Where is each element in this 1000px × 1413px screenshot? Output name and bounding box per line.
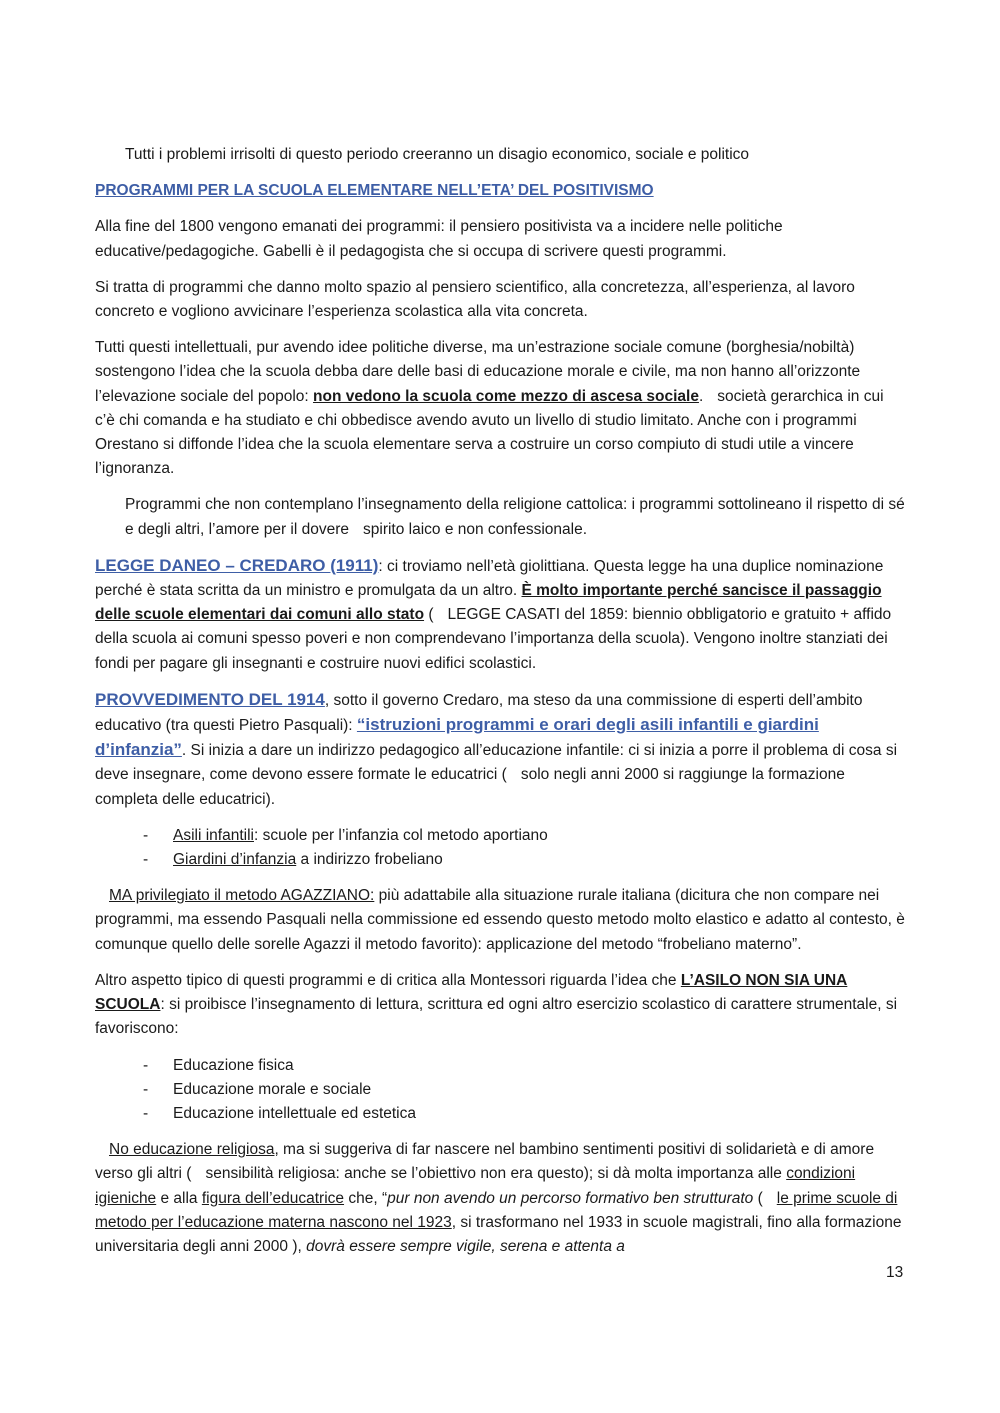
paragraph-no-religiosa [95,1138,907,1259]
emphasis-asilo-non-scuola: L’ASILO NON SIA UNA SCUOLA [95,971,848,1014]
text: e alla [156,1189,202,1207]
text: , sotto il governo Credaro, ma steso da una commissione di esperti dell’ambito educativo (tra questi Pietro Pasquali): [95,691,863,735]
emphasis-agazziano: MA privilegiato il metodo AGAZZIANO: [109,887,375,905]
emphasis-no-religiosa: No educazione religiosa [109,1141,275,1159]
paragraph-provvedimento [95,688,907,812]
paragraph-religione [95,493,907,541]
text: più adattabile alla situazione rurale italiana (dicitura che non compare nei programmi, ma essendo Pasquali nella commissione ed essendo questo metodo molto elastico e adatto al contesto, è comunque quello delle sorelle Agazzi il metodo favorito): applicazione del metodo “frobeliano materno”. [95,887,905,953]
text: . [698,387,704,405]
list-item [143,848,907,872]
page-number: 13 [886,1264,904,1281]
text: Altro aspetto tipico di questi programmi e di critica alla Montessori riguarda l’idea che [95,971,681,989]
list-item-term: Giardini d’infanzia [173,851,297,869]
paragraph-intellettuali [95,336,907,481]
list-dash: - [143,1080,149,1098]
list-dash: - [143,1056,149,1074]
quote-italic: dovrà essere sempre vigile, serena e attenta a [306,1237,625,1255]
emphasis-condizioni-igieniche: condizioni igieniche [95,1165,856,1207]
quote-italic: pur non avendo un percorso formativo ben strutturato [387,1189,754,1207]
emphasis-scuole-metodo: le prime scuole di metodo per l’educazione materna nascono nel 1923 [95,1189,898,1231]
text: solo negli anni 2000 si raggiunge la formazione completa delle educatrici). [95,766,845,808]
list-item-text: : scuole per l’infanzia col metodo aportiano [253,826,548,844]
list-item-text: Educazione intellettuale ed estetica [173,1104,416,1122]
list-item [143,1078,907,1102]
paragraph-legge-daneo [95,554,907,676]
text: , ma si suggeriva di far nascere nel bambino sentimenti positivi di solidarietà e di amore verso gli altri ( [95,1141,875,1183]
text: ( [424,606,434,624]
paragraph-programmi-scientifici: Si tratta di programmi che danno molto spazio al pensiero scientifico, alla concretezza, all’esperienza, al lavoro concreto e vogliono avvicinare l’esperienza scolastica alla vita concreta. [95,278,855,321]
list-item [143,824,907,848]
text: LEGGE CASATI del 1859: biennio obbligatorio e gratuito + affido della scuola ai comuni spesso poveri e non comprendevano l’importanza della scuola). Vengono inoltre stanziati dei fondi per pagare gli insegnanti e costruire nuovi edifici scolastici. [95,606,892,672]
list-dash: - [143,851,149,869]
text: : si proibisce l’insegnamento di lettura, scrittura ed ogni altro esercizio scolastico di carattere strumentale, si favoriscono: [95,996,898,1038]
list-item [143,1054,907,1078]
page-content [95,143,907,1271]
text: , si trasformano nel 1933 in scuole magistrali, fino alla formazione universitaria degli anni 2000 ), [95,1213,902,1255]
paragraph-agazziano [95,884,907,957]
list-dash: - [143,826,149,844]
intro-paragraph: Tutti i problemi irrisolti di questo periodo creeranno un disagio economico, sociale e politico [125,146,750,163]
list-dash: - [143,1104,149,1122]
text: ( [753,1189,763,1207]
list-item [143,1102,907,1126]
text: Programmi che non contemplano l’insegnamento della religione cattolica: i programmi sottolineano il rispetto di sé e degli altri, l’amore per il dovere [125,496,905,538]
text: Tutti questi intellettuali, pur avendo idee politiche diverse, ma un’estrazione sociale comune (borghesia/nobiltà) sostengono l’idea che la scuola debba dare delle basi di educazione morale e civile, ma non hanno all’orizzonte l’elevazione sociale del popolo: [95,339,861,405]
list-item-term: Asili infantili [173,826,254,844]
text: spirito laico e non confessionale. [363,520,588,538]
section-heading-programmi: PROGRAMMI PER LA SCUOLA ELEMENTARE NELL’ETA’ DEL POSITIVISMO [95,182,654,200]
emphasis-passaggio-stato: È molto importante perché sancisce il passaggio delle scuole elementari dai comuni allo stato [95,582,882,624]
text: che, “ [344,1189,388,1207]
emphasis-ascesa-sociale: non vedono la scuola come mezzo di ascesa sociale [313,387,699,405]
list-educazione [95,1054,907,1127]
section-heading-provvedimento: PROVVEDIMENTO DEL 1914 [95,689,325,709]
list-item-text: a indirizzo frobeliano [296,851,443,869]
text: società gerarchica in cui c’è chi comanda e ha studiato e chi obbedisce avendo avuto un livello di studio limitato. Anche con i programmi Orestano si diffonde l’idea che la scuola elementare serva a costruire un corso compiuto di studi utile a vincere l’ignoranza. [95,387,884,478]
paragraph-asilo-non-scuola [95,969,907,1042]
text: . Si inizia a dare un indirizzo pedagogico all’educazione infantile: ci si inizia a porre il problema di cosa si deve insegnare, come devono essere formate le educatrici ( [95,742,898,784]
list-asili [95,824,907,872]
list-item-text: Educazione fisica [173,1056,294,1074]
text: : ci troviamo nell’età giolittiana. Questa legge ha una duplice nominazione perché è stata scritta da un ministro e promulgata da un altro. [95,557,884,600]
emphasis-figura-educatrice: figura dell’educatrice [201,1189,345,1207]
section-heading-legge-daneo: LEGGE DANEO – CREDARO (1911) [95,555,379,575]
list-item-text: Educazione morale e sociale [173,1080,372,1098]
text: sensibilità religiosa: anche se l’obiettivo non era questo); si dà molta importanza alle [205,1165,787,1183]
paragraph-gabelli: Alla fine del 1800 vengono emanati dei programmi: il pensiero positivista va a incidere nelle politiche educative/pedagogiche. Gabelli è il pedagogista che si occupa di scrivere questi programmi. [95,218,783,260]
emphasis-istruzioni: “istruzioni programmi e orari degli asili infantili e giardini d’infanzia” [95,715,819,760]
